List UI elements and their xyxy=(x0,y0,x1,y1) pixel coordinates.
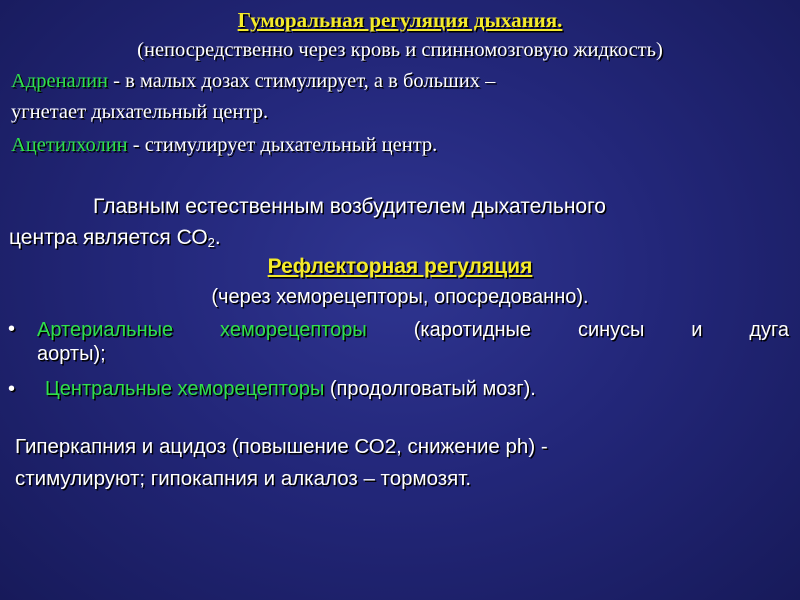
arterial-text-1: (каротидные синусы и дуга xyxy=(366,319,789,341)
central-text: (продолговатый мозг). xyxy=(324,378,536,400)
arterial-term: Артериальные хеморецепторы xyxy=(37,319,367,341)
reflex-subtitle: (через хеморецепторы, опосредованно). xyxy=(211,286,589,308)
bullet-central-line xyxy=(45,378,536,401)
co2-statement-line-1: Главным естественным возбудителем дыхательного xyxy=(93,195,606,218)
co2-statement-prefix: центра является СО xyxy=(9,226,208,249)
slide-title: Гуморальная регуляция дыхания. xyxy=(237,8,563,32)
slide-subtitle: (непосредственно через кровь и спинномозговую жидкость) xyxy=(137,39,663,61)
bullet-marker: • xyxy=(8,378,16,400)
acetylcholine-text: - стимулирует дыхательный центр. xyxy=(127,134,438,156)
co2-statement-suffix: . xyxy=(214,226,221,249)
bullet-arterial-line-1 xyxy=(37,318,789,342)
reflex-title: Рефлекторная регуляция xyxy=(267,255,533,278)
hypercapnia-line-2: стимулируют; гипокапния и алкалоз – тормозят. xyxy=(15,467,472,490)
adrenaline-text-1: - в малых дозах стимулирует, а в больших – xyxy=(108,70,496,92)
acetylcholine-term: Ацетилхолин xyxy=(11,134,128,156)
hypercapnia-line-1: Гиперкапния и ацидоз (повышение СО2, снижение ph) - xyxy=(15,435,548,458)
co2-subscript: 2 xyxy=(207,235,215,250)
co2-statement-line-2 xyxy=(9,226,221,250)
acetylcholine-line xyxy=(11,134,437,157)
bullet-marker: • xyxy=(8,318,16,340)
central-term: Центральные хеморецепторы xyxy=(45,378,325,400)
arterial-text-2: аорты); xyxy=(37,343,106,365)
adrenaline-line-1 xyxy=(11,70,495,93)
adrenaline-text-2: угнетает дыхательный центр. xyxy=(11,101,269,123)
adrenaline-term: Адреналин xyxy=(11,70,109,92)
